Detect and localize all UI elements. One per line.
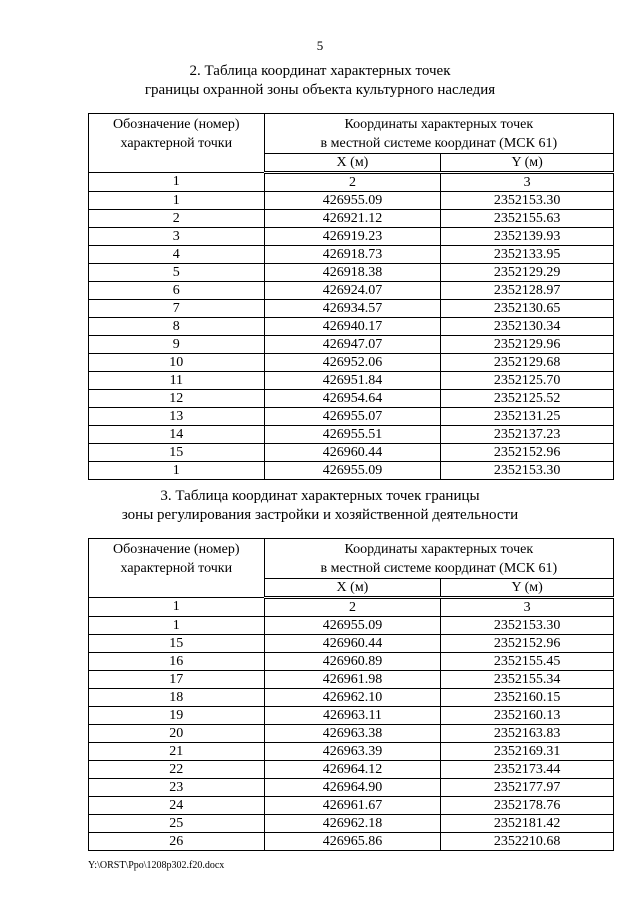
point-number-cell: 2	[89, 210, 265, 228]
table2-coordinates	[88, 538, 614, 851]
y-coordinate-cell: 2352181.42	[441, 815, 614, 833]
y-coordinate-cell: 2352139.93	[441, 228, 614, 246]
table-row	[89, 228, 614, 246]
point-number-cell: 4	[89, 246, 265, 264]
y-coordinate-cell: 2352155.63	[441, 210, 614, 228]
y-coordinate-cell: 2352128.97	[441, 282, 614, 300]
table-row	[89, 264, 614, 282]
point-number-cell: 15	[89, 635, 265, 653]
x-coordinate-cell: 426955.09	[264, 617, 441, 635]
index-cell: 2	[264, 598, 441, 617]
table-row	[89, 282, 614, 300]
table-row	[89, 743, 614, 761]
table-row	[89, 246, 614, 264]
header-point: Обозначение (номер) характерной точки	[89, 539, 265, 598]
header-coords-line2: в местной системе координат (МСК 61)	[320, 561, 558, 576]
index-cell: 2	[264, 173, 441, 192]
header-y: Y (м)	[441, 154, 614, 173]
table-row	[89, 354, 614, 372]
x-coordinate-cell: 426955.07	[264, 408, 441, 426]
table-row	[89, 390, 614, 408]
point-number-cell: 18	[89, 689, 265, 707]
header-coords-line1: Координаты характерных точек	[344, 117, 534, 132]
y-coordinate-cell: 2352130.34	[441, 318, 614, 336]
index-cell: 1	[89, 598, 265, 617]
x-coordinate-cell: 426955.09	[264, 462, 441, 480]
file-path-footer: Y:\ORST\Ppo\1208p302.f20.docx	[88, 860, 225, 871]
y-coordinate-cell: 2352155.34	[441, 671, 614, 689]
point-number-cell: 1	[89, 192, 265, 210]
x-coordinate-cell: 426955.09	[264, 192, 441, 210]
index-row	[89, 598, 614, 617]
y-coordinate-cell: 2352130.65	[441, 300, 614, 318]
point-number-cell: 24	[89, 797, 265, 815]
header-coords	[264, 539, 613, 579]
table2-caption-line1: 3. Таблица координат характерных точек границы	[160, 488, 480, 504]
point-number-cell: 1	[89, 617, 265, 635]
table-row	[89, 761, 614, 779]
x-coordinate-cell: 426951.84	[264, 372, 441, 390]
x-coordinate-cell: 426955.51	[264, 426, 441, 444]
y-coordinate-cell: 2352153.30	[441, 462, 614, 480]
y-coordinate-cell: 2352133.95	[441, 246, 614, 264]
table-row	[89, 426, 614, 444]
point-number-cell: 20	[89, 725, 265, 743]
table2-caption	[0, 487, 640, 525]
table-row	[89, 635, 614, 653]
y-coordinate-cell: 2352137.23	[441, 426, 614, 444]
x-coordinate-cell: 426961.67	[264, 797, 441, 815]
y-coordinate-cell: 2352129.96	[441, 336, 614, 354]
x-coordinate-cell: 426965.86	[264, 833, 441, 851]
table-row	[89, 779, 614, 797]
header-coords	[264, 114, 613, 154]
index-row	[89, 173, 614, 192]
table-row	[89, 408, 614, 426]
x-coordinate-cell: 426963.11	[264, 707, 441, 725]
y-coordinate-cell: 2352129.68	[441, 354, 614, 372]
table-row	[89, 318, 614, 336]
x-coordinate-cell: 426962.18	[264, 815, 441, 833]
y-coordinate-cell: 2352173.44	[441, 761, 614, 779]
point-number-cell: 14	[89, 426, 265, 444]
point-number-cell: 26	[89, 833, 265, 851]
point-number-cell: 25	[89, 815, 265, 833]
y-coordinate-cell: 2352153.30	[441, 192, 614, 210]
x-coordinate-cell: 426964.12	[264, 761, 441, 779]
y-coordinate-cell: 2352210.68	[441, 833, 614, 851]
header-point: Обозначение (номер) характерной точки	[89, 114, 265, 173]
y-coordinate-cell: 2352152.96	[441, 635, 614, 653]
table-row	[89, 689, 614, 707]
x-coordinate-cell: 426919.23	[264, 228, 441, 246]
y-coordinate-cell: 2352129.29	[441, 264, 614, 282]
point-number-cell: 16	[89, 653, 265, 671]
table-row	[89, 725, 614, 743]
table1-caption-line1: 2. Таблица координат характерных точек	[189, 63, 451, 79]
y-coordinate-cell: 2352153.30	[441, 617, 614, 635]
x-coordinate-cell: 426960.89	[264, 653, 441, 671]
table-row	[89, 815, 614, 833]
table-row	[89, 300, 614, 318]
point-number-cell: 21	[89, 743, 265, 761]
table1-coordinates	[88, 113, 614, 480]
x-coordinate-cell: 426963.38	[264, 725, 441, 743]
table-row	[89, 707, 614, 725]
point-number-cell: 1	[89, 462, 265, 480]
point-number-cell: 22	[89, 761, 265, 779]
x-coordinate-cell: 426918.73	[264, 246, 441, 264]
point-number-cell: 15	[89, 444, 265, 462]
y-coordinate-cell: 2352125.70	[441, 372, 614, 390]
header-x: X (м)	[264, 154, 441, 173]
y-coordinate-cell: 2352163.83	[441, 725, 614, 743]
x-coordinate-cell: 426952.06	[264, 354, 441, 372]
x-coordinate-cell: 426934.57	[264, 300, 441, 318]
table-row	[89, 617, 614, 635]
header-x: X (м)	[264, 579, 441, 598]
x-coordinate-cell: 426960.44	[264, 635, 441, 653]
table-row	[89, 462, 614, 480]
y-coordinate-cell: 2352131.25	[441, 408, 614, 426]
x-coordinate-cell: 426961.98	[264, 671, 441, 689]
x-coordinate-cell: 426924.07	[264, 282, 441, 300]
table1-caption-line2: границы охранной зоны объекта культурного наследия	[144, 82, 496, 98]
point-number-cell: 5	[89, 264, 265, 282]
header-y: Y (м)	[441, 579, 614, 598]
y-coordinate-cell: 2352160.15	[441, 689, 614, 707]
y-coordinate-cell: 2352169.31	[441, 743, 614, 761]
index-cell: 1	[89, 173, 265, 192]
point-number-cell: 8	[89, 318, 265, 336]
y-coordinate-cell: 2352125.52	[441, 390, 614, 408]
point-number-cell: 12	[89, 390, 265, 408]
table-row	[89, 210, 614, 228]
x-coordinate-cell: 426964.90	[264, 779, 441, 797]
x-coordinate-cell: 426940.17	[264, 318, 441, 336]
point-number-cell: 11	[89, 372, 265, 390]
table-row	[89, 653, 614, 671]
point-number-cell: 10	[89, 354, 265, 372]
page-number: 5	[316, 38, 324, 53]
x-coordinate-cell: 426918.38	[264, 264, 441, 282]
table-row	[89, 833, 614, 851]
point-number-cell: 9	[89, 336, 265, 354]
y-coordinate-cell: 2352152.96	[441, 444, 614, 462]
x-coordinate-cell: 426954.64	[264, 390, 441, 408]
table2-caption-line2: зоны регулирования застройки и хозяйственной деятельности	[121, 507, 519, 523]
point-number-cell: 19	[89, 707, 265, 725]
table-row	[89, 797, 614, 815]
x-coordinate-cell: 426962.10	[264, 689, 441, 707]
table-row	[89, 192, 614, 210]
point-number-cell: 13	[89, 408, 265, 426]
x-coordinate-cell: 426947.07	[264, 336, 441, 354]
header-coords-line1: Координаты характерных точек	[344, 542, 534, 557]
table-row	[89, 336, 614, 354]
table-row	[89, 671, 614, 689]
table1-caption	[0, 62, 640, 100]
x-coordinate-cell: 426960.44	[264, 444, 441, 462]
point-number-cell: 3	[89, 228, 265, 246]
y-coordinate-cell: 2352178.76	[441, 797, 614, 815]
point-number-cell: 17	[89, 671, 265, 689]
index-cell: 3	[441, 173, 614, 192]
point-number-cell: 6	[89, 282, 265, 300]
y-coordinate-cell: 2352155.45	[441, 653, 614, 671]
index-cell: 3	[441, 598, 614, 617]
point-number-cell: 7	[89, 300, 265, 318]
point-number-cell: 23	[89, 779, 265, 797]
x-coordinate-cell: 426921.12	[264, 210, 441, 228]
table-row	[89, 372, 614, 390]
y-coordinate-cell: 2352177.97	[441, 779, 614, 797]
x-coordinate-cell: 426963.39	[264, 743, 441, 761]
header-coords-line2: в местной системе координат (МСК 61)	[320, 136, 558, 151]
table-row	[89, 444, 614, 462]
y-coordinate-cell: 2352160.13	[441, 707, 614, 725]
